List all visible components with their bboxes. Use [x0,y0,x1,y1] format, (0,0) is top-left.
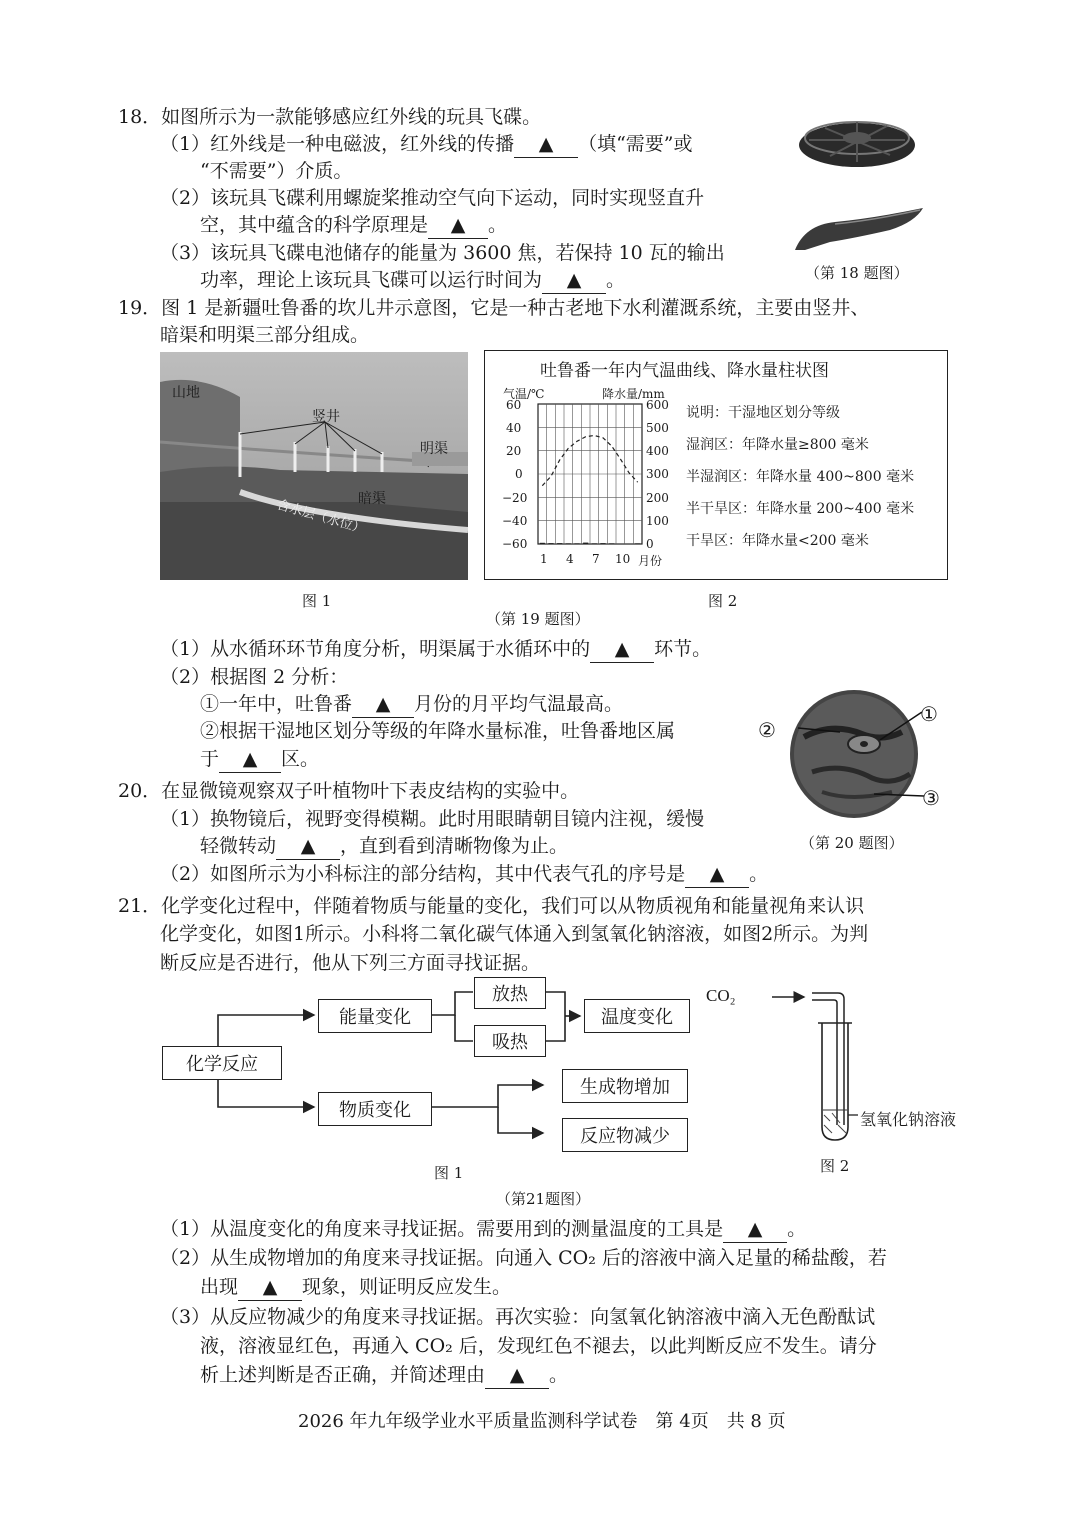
precip-tick-500: 500 [646,421,669,435]
temp-tick-60: 60 [506,398,522,412]
q18-part1: （1）红外线是一种电磁波，红外线的传播 ▲ （填“需要”或 [160,131,693,158]
karez-label-aquifer: 含水层（水位） [275,497,367,538]
q21-part2: （2）从生成物增加的角度来寻找证据。向通入 CO₂ 后的溶液中滴入足量的稀盐酸，若 [160,1247,887,1269]
precip-bar [618,544,623,545]
month-tick-7: 7 [592,552,600,566]
precip-tick-0: 0 [646,537,654,551]
q19-part1: （1）从水循环环节角度分析，明渠属于水循环中的 ▲ 环节。 [160,636,711,663]
q18-part2-cont: 空，其中蕴含的科学原理是 ▲ 。 [200,212,507,239]
precip-tick-200: 200 [646,491,669,505]
precip-bar [609,543,614,544]
box-reactant-decrease: 反应物减少 [562,1118,688,1152]
box-chemical-reaction: 化学反应 [162,1046,282,1080]
precip-bar [592,543,597,544]
q21-part2-cont: 出现 ▲ 现象，则证明反应发生。 [200,1274,511,1301]
month-tick-10: 10 [615,552,631,566]
temp-tick-minus60: −60 [502,537,528,551]
q21-part3-cont2: 析上述判断是否正确，并简述理由 ▲ 。 [200,1362,568,1389]
legend-semi-arid: 半干旱区：年降水量 200~400 毫米 [686,501,915,517]
precip-bar [566,543,571,544]
co2-label: CO₂ [706,986,736,1005]
q21-fig1-caption: 图 1 [434,1164,464,1182]
box-product-increase: 生成物增加 [562,1069,688,1103]
q18-part3-cont: 功率，理论上该玩具飞碟可以运行时间为 ▲ 。 [200,267,625,294]
q21-part3-cont: 液，溶液显红色，再通入 CO₂ 后，发现红色不褪去，以此判断反应不发生。请分 [200,1335,877,1357]
q20-part1-cont: 轻微转动 ▲ ，直到看到清晰物像为止。 [200,833,568,860]
q21-stem-2: 化学变化，如图1所示。小科将二氧化碳气体通入到氢氧化钠溶液，如图2所示。为判 [160,923,869,945]
label-2: ② [758,718,776,742]
q19-part2: （2）根据图 2 分析： [160,666,349,688]
precip-bar [540,543,545,544]
q20-stem: 20．在显微镜观察双子叶植物叶下表皮结构的实验中。 [118,780,580,802]
legend-title: 说明：干湿地区划分等级 [686,405,840,421]
q21-fig2-caption: 图 2 [820,1157,850,1175]
box-energy-change: 能量变化 [318,999,432,1033]
q19-part2-2-cont: 于 ▲ 区。 [200,746,319,773]
q18-figure-caption: （第 18 题图） [805,264,909,282]
q19-stem: 19．图 1 是新疆吐鲁番的坎儿井示意图，它是一种古老地下水利灌溉系统，主要由竖井、 [118,297,870,319]
karez-label-mountain: 山地 [172,385,200,401]
q19-figure-caption: （第 19 题图） [486,610,590,628]
q18-part1-cont: “不需要”）介质。 [200,160,353,182]
q19-part2-1: ①一年中，吐鲁番 ▲ 月份的月平均气温最高。 [200,691,623,718]
precip-tick-300: 300 [646,467,669,481]
month-axis-unit: 月份 [638,554,663,568]
precip-bar [626,544,631,545]
precip-axis-label: 降水量/mm [602,387,665,401]
q18-part2: （2）该玩具飞碟利用螺旋桨推动空气向下运动，同时实现竖直升 [160,187,705,209]
legend-semi-humid: 半湿润区：年降水量 400~800 毫米 [686,469,915,485]
label-3: ③ [922,786,940,810]
label-1: ① [920,702,938,726]
q18-part3: （3）该玩具飞碟电池储存的能量为 3600 焦，若保持 10 瓦的输出 [160,242,725,264]
temp-axis-label: 气温/℃ [503,387,545,401]
temp-tick-minus40: −40 [502,514,528,528]
q20-part1: （1）换物镜后，视野变得模糊。此时用眼睛朝目镜内注视，缓慢 [160,808,705,830]
q20-part2: （2）如图所示为小科标注的部分结构，其中代表气孔的序号是 ▲ 。 [160,861,768,888]
box-absorb-heat: 吸热 [474,1025,546,1057]
q19-fig1-caption: 图 1 [302,592,332,610]
precip-tick-100: 100 [646,514,669,528]
precip-bar [600,543,605,544]
page-footer: 2026 年九年级学业水平质量监测科学试卷 第 4页 共 8 页 [298,1411,786,1432]
q19-fig2-caption: 图 2 [708,592,738,610]
q21-stem: 21．化学变化过程中，伴随着物质与能量的变化，我们可以从物质视角和能量视角来认识 [118,895,865,917]
temp-tick-20: 20 [506,444,522,458]
karez-label-shaft: 竖井 [312,409,340,425]
precip-bar [557,543,562,544]
box-temperature-change: 温度变化 [584,999,690,1033]
precip-tick-600: 600 [646,398,669,412]
temp-tick-40: 40 [506,421,522,435]
box-release-heat: 放热 [474,977,546,1009]
climate-chart-title: 吐鲁番一年内气温曲线、降水量柱状图 [540,361,829,381]
precip-bar [635,543,640,544]
q21-figure-caption: （第21题图） [496,1190,591,1208]
naoh-solution-label: 氢氧化钠溶液 [860,1110,957,1129]
q19-part2-2: ②根据干湿地区划分等级的年降水量标准，吐鲁番地区属 [200,720,676,742]
ufo-toy-image [795,100,925,270]
precip-tick-400: 400 [646,444,669,458]
legend-arid: 干旱区：年降水量<200 毫米 [686,533,869,549]
q21-part3: （3）从反应物减少的角度来寻找证据。再次实验：向氢氧化钠溶液中滴入无色酚酞试 [160,1306,876,1328]
karez-label-hidden-channel: 暗渠 [358,491,386,507]
precip-bar [574,543,579,544]
legend-humid: 湿润区：年降水量≥800 毫米 [686,437,869,453]
precip-bar [548,543,553,544]
q21-stem-3: 断反应是否进行，他从下列三方面寻找证据。 [160,952,541,974]
q21-part1: （1）从温度变化的角度来寻找证据。需要用到的测量温度的工具是 ▲ 。 [160,1216,806,1243]
q18-stem: 18．如图所示为一款能够感应红外线的玩具飞碟。 [118,106,542,128]
box-matter-change: 物质变化 [318,1092,432,1126]
month-tick-4: 4 [566,552,574,566]
month-tick-1: 1 [540,552,548,566]
test-tube-apparatus [760,985,860,1145]
q19-stem-cont: 暗渠和明渠三部分组成。 [160,324,370,346]
karez-label-open-channel: 明渠 [420,441,448,457]
temp-tick-0: 0 [515,467,523,481]
temp-tick-minus20: −20 [502,491,528,505]
karez-diagram [160,352,468,580]
precip-bar [583,543,588,544]
q20-figure-caption: （第 20 题图） [800,834,904,852]
